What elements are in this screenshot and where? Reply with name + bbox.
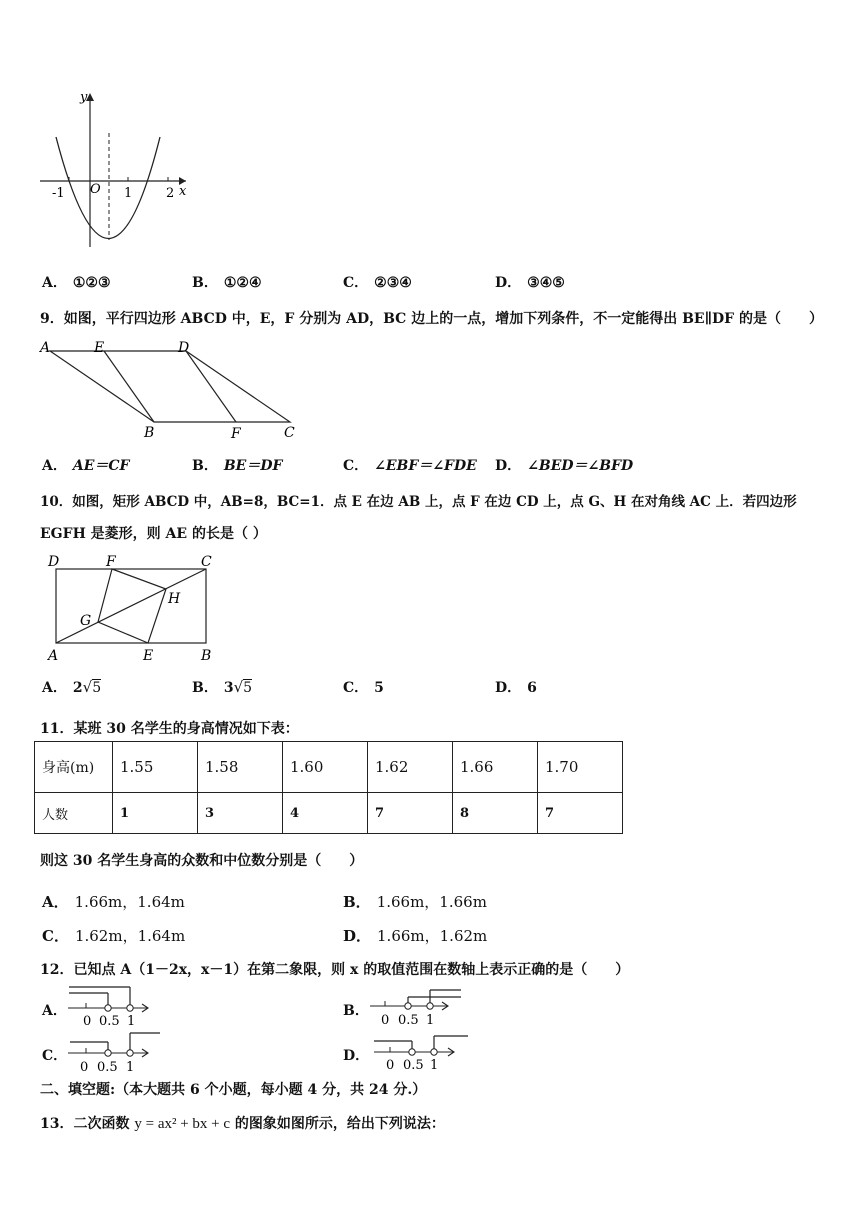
svg-text:D: D: [178, 340, 190, 356]
svg-text:B: B: [144, 425, 155, 441]
q9-option-b[interactable]: B． BE＝DF: [192, 458, 283, 474]
q8-option-c[interactable]: C． ②③④: [343, 275, 412, 291]
svg-text:1: 1: [426, 1013, 435, 1028]
q11-question: 则这 30 名学生身高的众数和中位数分别是（ ）: [40, 853, 364, 869]
q10-option-a[interactable]: A． 2√5: [42, 678, 102, 696]
q11-height-table: [34, 741, 623, 834]
svg-text:E: E: [94, 340, 105, 356]
table-cell: 7: [368, 793, 453, 834]
q8-option-a[interactable]: A． ①②③: [42, 275, 111, 291]
table-cell: 4: [283, 793, 368, 834]
svg-text:F: F: [231, 426, 241, 442]
svg-text:E: E: [143, 648, 154, 664]
q12-option-d-key[interactable]: D．: [343, 1048, 370, 1064]
table-header-count: 人数: [35, 793, 113, 834]
svg-text:1: 1: [430, 1058, 439, 1073]
svg-text:0: 0: [386, 1058, 395, 1073]
svg-text:0: 0: [381, 1013, 390, 1028]
table-cell: 1: [113, 793, 198, 834]
q12-option-a-key[interactable]: A．: [42, 1003, 67, 1019]
q10-option-c[interactable]: C． 5: [343, 680, 384, 696]
table-cell: 1.70: [538, 742, 623, 793]
tick-neg1: -1: [52, 186, 65, 201]
q11-option-a[interactable]: A． 1.66m，1.64m: [42, 893, 185, 911]
svg-text:1: 1: [127, 1014, 136, 1029]
svg-text:H: H: [168, 591, 181, 607]
q11-option-d[interactable]: D． 1.66m，1.62m: [343, 927, 488, 945]
table-header-height: 身高(m): [35, 742, 113, 793]
table-cell: 8: [453, 793, 538, 834]
section-title: 二、填空题:（本大题共 6 个小题，每小题 4 分，共 24 分.）: [40, 1082, 427, 1098]
svg-text:A: A: [40, 340, 51, 356]
q11-option-b[interactable]: B． 1.66m，1.66m: [343, 893, 487, 911]
q8-option-b[interactable]: B． ①②④: [192, 275, 262, 291]
tick-2: 2: [166, 186, 175, 201]
q12-stem: 12．已知点 A（1－2x，x－1）在第二象限，则 x 的取值范围在数轴上表示正确的是（ ）: [40, 962, 630, 978]
svg-text:0.5: 0.5: [403, 1058, 424, 1073]
q12-option-c-key[interactable]: C．: [42, 1048, 68, 1064]
q9-option-d[interactable]: D． ∠BED＝∠BFD: [495, 458, 634, 474]
svg-text:1: 1: [126, 1060, 135, 1074]
q10-option-b[interactable]: B． 3√5: [192, 678, 253, 696]
q10-rectangle-figure: [44, 550, 224, 665]
q8-option-d[interactable]: D． ③④⑤: [495, 275, 565, 291]
svg-text:0.5: 0.5: [398, 1013, 419, 1028]
table-cell: 1.62: [368, 742, 453, 793]
table-cell: 1.60: [283, 742, 368, 793]
q10-option-d[interactable]: D． 6: [495, 680, 537, 696]
q10-stem-line1: 10．如图，矩形 ABCD 中，AB=8，BC=1．点 E 在边 AB 上，点 F 在边 CD 上，点 G、H 在对角线 AC 上．若四边形: [40, 494, 797, 510]
q9-option-c[interactable]: C． ∠EBF＝∠FDE: [343, 458, 477, 474]
q8-parabola-graph: [38, 85, 198, 250]
x-label: x: [179, 184, 187, 199]
table-cell: 1.58: [198, 742, 283, 793]
y-label: y: [80, 90, 88, 105]
q9-option-a[interactable]: A． AE＝CF: [42, 458, 130, 474]
table-cell: 7: [538, 793, 623, 834]
q12-option-b-key[interactable]: B．: [343, 1003, 369, 1019]
q11-option-c[interactable]: C． 1.62m，1.64m: [42, 927, 186, 945]
tick-1: 1: [124, 186, 133, 201]
svg-text:0.5: 0.5: [99, 1014, 120, 1029]
q9-parallelogram-figure: [38, 338, 300, 442]
table-cell: 3: [198, 793, 283, 834]
svg-text:0.5: 0.5: [97, 1060, 118, 1074]
q12-option-d-numberline[interactable]: [370, 1033, 474, 1075]
origin-label: O: [90, 182, 101, 197]
svg-text:0: 0: [83, 1014, 92, 1029]
q11-stem: 11．某班 30 名学生的身高情况如下表：: [40, 721, 299, 737]
q9-stem: 9．如图，平行四边形 ABCD 中，E，F 分别为 AD，BC 边上的一点，增加下列条件，不一定能得出 BE∥DF 的是（ ）: [40, 311, 823, 327]
svg-text:C: C: [284, 425, 295, 441]
table-cell: 1.66: [453, 742, 538, 793]
parabola-curve: [56, 137, 160, 239]
q10-stem-line2: EGFH 是菱形，则 AE 的长是（ ）: [40, 526, 267, 542]
svg-text:F: F: [106, 554, 116, 570]
svg-text:0: 0: [80, 1060, 89, 1074]
q13-stem: 13．二次函数 y = ax² + bx + c 的图象如图所示，给出下列说法：: [40, 1116, 445, 1132]
q12-option-a-numberline[interactable]: [64, 983, 154, 1029]
svg-text:C: C: [201, 554, 212, 570]
svg-text:D: D: [48, 554, 60, 570]
svg-text:G: G: [80, 613, 92, 629]
q12-option-c-numberline[interactable]: [64, 1030, 164, 1074]
svg-text:B: B: [201, 648, 212, 664]
table-cell: 1.55: [113, 742, 198, 793]
q12-option-b-numberline[interactable]: [366, 987, 466, 1029]
svg-text:A: A: [48, 648, 59, 664]
